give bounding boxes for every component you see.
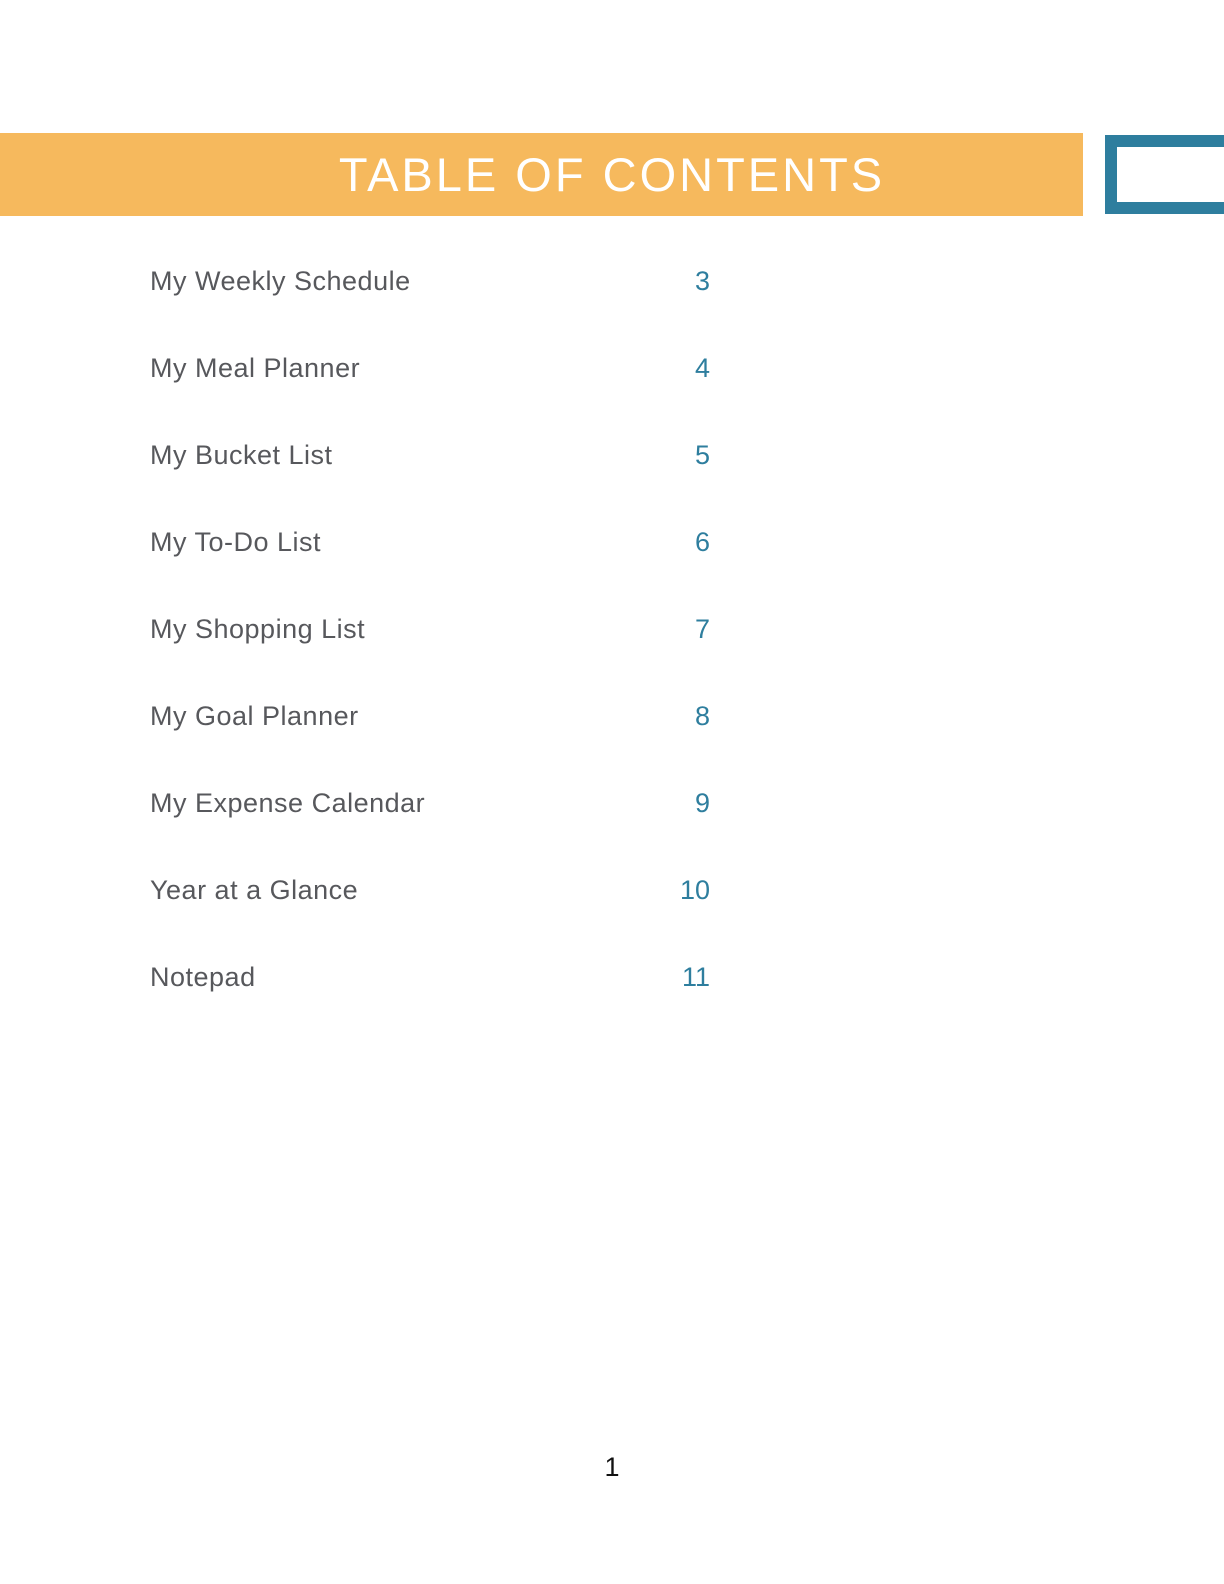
toc-entry-label: My Expense Calendar — [150, 788, 426, 818]
toc-entry-page-number: 8 — [694, 701, 710, 731]
corner-decoration-box — [1105, 135, 1224, 214]
toc-entry-label: Year at a Glance — [150, 875, 359, 905]
toc-entry-label: Notepad — [150, 962, 256, 992]
toc-row — [150, 499, 710, 586]
footer-page-number: 1 — [604, 1452, 620, 1482]
toc-entry-page-number: 11 — [681, 962, 710, 992]
toc-row — [150, 760, 710, 847]
toc-entry-page-number: 4 — [694, 353, 710, 383]
toc-row — [150, 412, 710, 499]
toc-row — [150, 325, 710, 412]
toc-row — [150, 238, 710, 325]
toc-entry-page-number: 5 — [694, 440, 710, 470]
page-title: TABLE OF CONTENTS — [338, 148, 886, 201]
title-banner — [0, 133, 1083, 216]
toc-entry-page-number: 3 — [694, 266, 710, 296]
toc-entry-label: My Shopping List — [150, 614, 366, 644]
toc-row — [150, 586, 710, 673]
toc-entry-page-number: 7 — [694, 614, 710, 644]
toc-entry-label: My To-Do List — [150, 527, 322, 557]
toc-row — [150, 934, 710, 1021]
toc-entry-label: My Meal Planner — [150, 353, 361, 383]
toc-entry-page-number: 9 — [694, 788, 710, 818]
toc-row — [150, 847, 710, 934]
toc-entry-page-number: 6 — [694, 527, 710, 557]
toc-entry-page-number: 10 — [679, 875, 710, 905]
toc-entry-label: My Goal Planner — [150, 701, 359, 731]
table-of-contents-list — [150, 238, 710, 1021]
toc-row — [150, 673, 710, 760]
toc-entry-label: My Weekly Schedule — [150, 266, 411, 296]
toc-entry-label: My Bucket List — [150, 440, 333, 470]
